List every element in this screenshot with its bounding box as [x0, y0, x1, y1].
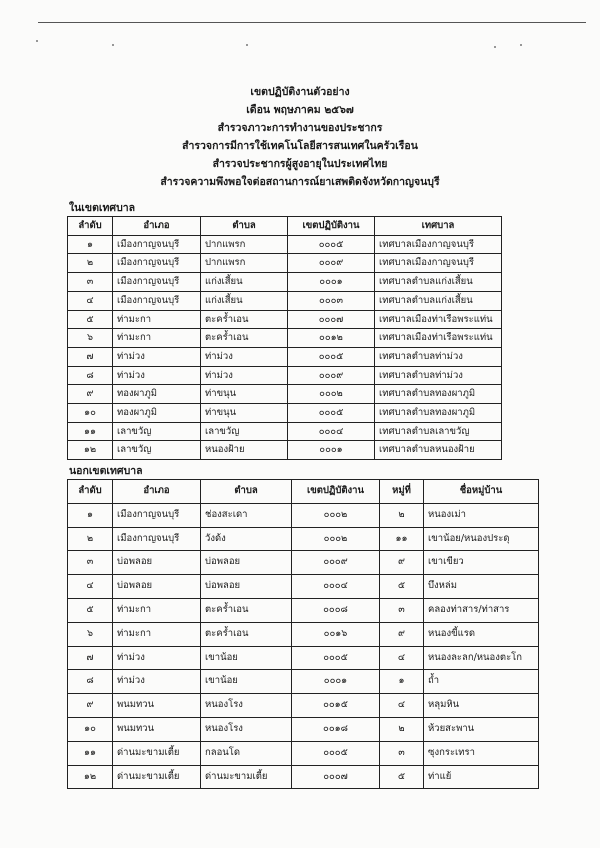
table-cell: บ่อพลอย: [113, 551, 201, 575]
header-survey-1: สำรวจภาวะการทำงานของประชากร: [217, 122, 383, 134]
table-cell: เทศบาลตำบลแก่งเสี้ยน: [375, 273, 502, 292]
table-cell: ๑: [380, 670, 424, 694]
speck: [520, 44, 522, 46]
table-cell: ๗: [68, 646, 113, 670]
table-cell: ๐๐๐๔: [292, 575, 380, 599]
table-cell: ปากแพรก: [201, 254, 288, 273]
table-cell: ท่าม่วง: [113, 670, 201, 694]
col-header: อำเภอ: [113, 217, 201, 236]
table-cell: ๐๐๐๑: [292, 670, 380, 694]
table-cell: คลองท่าสาร/ท่าสาร: [424, 598, 539, 622]
table-row: [68, 551, 539, 575]
table-cell: ๐๐๐๙: [288, 254, 375, 273]
table-cell: ๐๐๐๗: [292, 765, 380, 789]
table-header-row: [68, 480, 539, 504]
table-cell: แก่งเสี้ยน: [201, 273, 288, 292]
table-cell: ๘: [68, 366, 113, 385]
table-cell: ถ้ำ: [424, 670, 539, 694]
table-cell: ซุงกระเทรา: [424, 741, 539, 765]
table-cell: ๑๒: [68, 441, 113, 460]
table-cell: ๐๐๑๘: [292, 717, 380, 741]
table-cell: เมืองกาญจนบุรี: [113, 291, 201, 310]
table-cell: เลาขวัญ: [113, 422, 201, 441]
table-cell: ท่าม่วง: [201, 347, 288, 366]
col-header: ตำบล: [201, 480, 292, 504]
table-cell: ๔: [68, 575, 113, 599]
table-cell: ท่าม่วง: [113, 366, 201, 385]
table-cell: ท่าแย้: [424, 765, 539, 789]
table-cell: แก่งเสี้ยน: [201, 291, 288, 310]
table-cell: เทศบาลเมืองกาญจนบุรี: [375, 254, 502, 273]
table-cell: ด่านมะขามเตี้ย: [201, 765, 292, 789]
table-cell: ตะคร้ำเอน: [201, 598, 292, 622]
table-cell: ๒: [68, 254, 113, 273]
table-cell: ๐๐๐๕: [292, 741, 380, 765]
header-survey-3: สำรวจประชากรผู้สูงอายุในประเทศไทย: [212, 158, 388, 170]
table-cell: ๓: [380, 741, 424, 765]
table-row: [68, 254, 502, 273]
table-cell: บึงหล่ม: [424, 575, 539, 599]
table-cell: ๐๐๐๕: [292, 646, 380, 670]
table-row: [68, 385, 502, 404]
table-cell: ๐๐๐๘: [292, 598, 380, 622]
header-survey-4: สำรวจความพึงพอใจต่อสถานการณ์ยาเสพติดจังหวัดกาญจนบุรี: [160, 176, 440, 188]
table-row: [68, 646, 539, 670]
table-cell: หนองขี้แรด: [424, 622, 539, 646]
table-cell: ๐๐๐๕: [288, 347, 375, 366]
table-cell: ๒: [380, 503, 424, 527]
table-row: [68, 329, 502, 348]
table-row: [68, 575, 539, 599]
table-cell: ๗: [68, 347, 113, 366]
table-cell: เทศบาลตำบลท่าม่วง: [375, 366, 502, 385]
col-header: อำเภอ: [113, 480, 201, 504]
speck: [246, 44, 248, 46]
table-cell: เทศบาลตำบลท่าม่วง: [375, 347, 502, 366]
table-cell: ท่ามะกา: [113, 598, 201, 622]
table-row: [68, 310, 502, 329]
table-cell: เทศบาลตำบลทองผาภูมิ: [375, 404, 502, 423]
table-cell: ๑๑: [68, 741, 113, 765]
table-cell: ๖: [68, 329, 113, 348]
table-cell: ๐๐๑๕: [292, 694, 380, 718]
table-cell: เทศบาลตำบลแก่งเสี้ยน: [375, 291, 502, 310]
table-row: [68, 694, 539, 718]
table-cell: ๙: [380, 551, 424, 575]
table-cell: ๑๑: [380, 527, 424, 551]
table-cell: ๔: [380, 694, 424, 718]
table-cell: ตะคร้ำเอน: [201, 329, 288, 348]
table-cell: ท่าม่วง: [201, 366, 288, 385]
table-row: [68, 273, 502, 292]
table-cell: ด่านมะขามเตี้ย: [113, 765, 201, 789]
table-cell: ๐๐๐๒: [292, 503, 380, 527]
table-cell: กลอนโด: [201, 741, 292, 765]
col-header: ลำดับ: [68, 217, 113, 236]
table-cell: เขาน้อย: [201, 670, 292, 694]
table-row: [68, 527, 539, 551]
table-cell: ๓: [68, 273, 113, 292]
table-cell: ๙: [68, 385, 113, 404]
table-cell: หนองเม่า: [424, 503, 539, 527]
table-cell: ๐๐๐๕: [288, 235, 375, 254]
table-cell: ๐๐๐๕: [288, 404, 375, 423]
table-cell: พนมทวน: [113, 717, 201, 741]
table-cell: ๐๐๐๑: [288, 441, 375, 460]
table-cell: ตะคร้ำเอน: [201, 622, 292, 646]
table-cell: ๘: [68, 670, 113, 694]
table-cell: เขาน้อย: [201, 646, 292, 670]
header-month: เดือน พฤษภาคม ๒๕๖๗: [246, 104, 354, 116]
table-cell: หลุมหิน: [424, 694, 539, 718]
non-municipal-table: [67, 479, 539, 789]
table-cell: ทองผาภูมิ: [113, 385, 201, 404]
table-cell: ๐๐๐๑: [288, 273, 375, 292]
table-cell: ๐๐๐๒: [288, 385, 375, 404]
table-cell: ๓: [68, 551, 113, 575]
col-header: ตำบล: [201, 217, 288, 236]
table-row: [68, 404, 502, 423]
speck: [494, 46, 496, 48]
table-row: [68, 235, 502, 254]
table-row: [68, 598, 539, 622]
table-row: [68, 765, 539, 789]
table-cell: ๔: [380, 646, 424, 670]
table-cell: ห้วยสะพาน: [424, 717, 539, 741]
table-cell: บ่อพลอย: [201, 551, 292, 575]
table-cell: ๐๐๑๖: [292, 622, 380, 646]
table-cell: ๑๐: [68, 404, 113, 423]
table-cell: ด่านมะขามเตี้ย: [113, 741, 201, 765]
table-cell: ท่ามะกา: [113, 310, 201, 329]
table-cell: ๕: [68, 598, 113, 622]
table-cell: เลาขวัญ: [113, 441, 201, 460]
table-row: [68, 670, 539, 694]
table-cell: เทศบาลเมืองท่าเรือพระแท่น: [375, 310, 502, 329]
header-title: เขตปฏิบัติงานตัวอย่าง: [250, 86, 350, 98]
table-cell: เมืองกาญจนบุรี: [113, 527, 201, 551]
table-row: [68, 291, 502, 310]
municipal-section-label: ในเขตเทศบาล: [69, 202, 136, 214]
table-cell: ๔: [68, 291, 113, 310]
table-cell: ๙: [380, 622, 424, 646]
table-cell: ๓: [380, 598, 424, 622]
table-cell: ๐๐๐๗: [288, 310, 375, 329]
table-row: [68, 741, 539, 765]
col-header: เขตปฏิบัติงาน: [288, 217, 375, 236]
table-cell: เมืองกาญจนบุรี: [113, 503, 201, 527]
municipal-table: [67, 216, 502, 460]
table-cell: ๑๑: [68, 422, 113, 441]
speck: [36, 40, 38, 42]
table-row: [68, 347, 502, 366]
speck: [112, 44, 114, 46]
table-cell: ๕: [380, 575, 424, 599]
table-cell: ปากแพรก: [201, 235, 288, 254]
table-cell: ๒: [380, 717, 424, 741]
table-cell: หนองละลก/หนองตะโก: [424, 646, 539, 670]
table-cell: ๐๐๐๙: [288, 366, 375, 385]
table-cell: ๙: [68, 694, 113, 718]
table-cell: ๑: [68, 503, 113, 527]
table-cell: เทศบาลตำบลทองผาภูมิ: [375, 385, 502, 404]
table-cell: เทศบาลเมืองท่าเรือพระแท่น: [375, 329, 502, 348]
table-cell: ตะคร้ำเอน: [201, 310, 288, 329]
col-header: หมู่ที่: [380, 480, 424, 504]
table-cell: เขาน้อย/หนองประดุ: [424, 527, 539, 551]
table-cell: เมืองกาญจนบุรี: [113, 254, 201, 273]
table-cell: หนองโรง: [201, 717, 292, 741]
table-cell: เมืองกาญจนบุรี: [113, 273, 201, 292]
table-cell: บ่อพลอย: [113, 575, 201, 599]
table-cell: ๖: [68, 622, 113, 646]
table-row: [68, 717, 539, 741]
table-cell: ทองผาภูมิ: [113, 404, 201, 423]
non-municipal-section-label: นอกเขตเทศบาล: [69, 465, 143, 477]
table-cell: วังด้ง: [201, 527, 292, 551]
table-row: [68, 366, 502, 385]
table-cell: ๐๐๐๓: [288, 291, 375, 310]
table-header-row: [68, 217, 502, 236]
top-rule: [38, 22, 586, 23]
document-header: [0, 83, 600, 191]
table-cell: พนมทวน: [113, 694, 201, 718]
table-cell: เทศบาลเมืองกาญจนบุรี: [375, 235, 502, 254]
table-cell: เมืองกาญจนบุรี: [113, 235, 201, 254]
table-cell: ๑๒: [68, 765, 113, 789]
table-cell: เขาเขียว: [424, 551, 539, 575]
table-cell: เทศบาลตำบลหนองฝ้าย: [375, 441, 502, 460]
table-cell: ๐๐๐๔: [288, 422, 375, 441]
table-cell: ท่าม่วง: [113, 347, 201, 366]
table-cell: ๑๐: [68, 717, 113, 741]
table-cell: ช่องสะเดา: [201, 503, 292, 527]
table-cell: ๐๐๑๒: [288, 329, 375, 348]
table-cell: ท่าขนุน: [201, 404, 288, 423]
col-header: ชื่อหมู่บ้าน: [424, 480, 539, 504]
table-cell: ๐๐๐๒: [292, 527, 380, 551]
table-cell: หนองโรง: [201, 694, 292, 718]
table-cell: หนองฝ้าย: [201, 441, 288, 460]
table-cell: ท่าขนุน: [201, 385, 288, 404]
table-cell: ๒: [68, 527, 113, 551]
table-cell: ๕: [68, 310, 113, 329]
table-cell: บ่อพลอย: [201, 575, 292, 599]
table-cell: ท่ามะกา: [113, 622, 201, 646]
table-row: [68, 441, 502, 460]
table-cell: ท่ามะกา: [113, 329, 201, 348]
table-row: [68, 422, 502, 441]
table-cell: ๑: [68, 235, 113, 254]
table-row: [68, 622, 539, 646]
header-survey-2: สำรวจการมีการใช้เทคโนโลยีสารสนเทศในครัวเรือน: [182, 140, 418, 152]
table-cell: ๕: [380, 765, 424, 789]
table-row: [68, 503, 539, 527]
table-cell: เทศบาลตำบลเลาขวัญ: [375, 422, 502, 441]
table-cell: ท่าม่วง: [113, 646, 201, 670]
table-cell: ๐๐๐๙: [292, 551, 380, 575]
col-header: ลำดับ: [68, 480, 113, 504]
col-header: เทศบาล: [375, 217, 502, 236]
table-cell: เลาขวัญ: [201, 422, 288, 441]
col-header: เขตปฏิบัติงาน: [292, 480, 380, 504]
